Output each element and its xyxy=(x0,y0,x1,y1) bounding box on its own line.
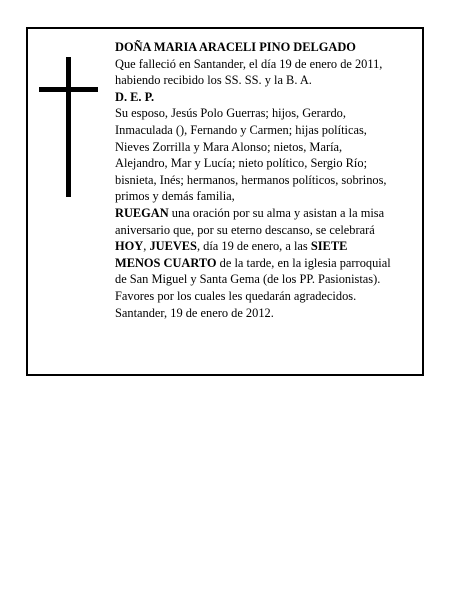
family-line-4: Alejandro, Mar y Lucía; nieto político, Sergio Río; xyxy=(115,156,368,171)
church-line: de San Miguel y Santa Gema (de los PP. Pasionistas). xyxy=(115,272,381,287)
mass-location-text: de la tarde, en la iglesia parroquial xyxy=(216,255,391,270)
family-line-3: Nieves Zorrilla y Mara Alonso; nietos, María, xyxy=(115,139,343,154)
deceased-name: DOÑA MARIA ARACELI PINO DELGADO xyxy=(115,40,356,54)
jueves-text: JUEVES xyxy=(149,239,197,254)
ruegan-text: RUEGAN xyxy=(115,205,169,220)
cross-icon-vertical-bar xyxy=(66,57,71,197)
obituary-text xyxy=(115,39,421,321)
mass-time-line-1 xyxy=(115,238,421,255)
dep-line: D. E. P. xyxy=(115,89,155,104)
request-line-1 xyxy=(115,205,421,222)
family-line-6: primos y demás familia, xyxy=(115,189,235,204)
sacraments-line: habiendo recibido los SS. SS. y la B. A. xyxy=(115,73,312,88)
hoy-text: HOY xyxy=(115,239,144,254)
request-line-1-rest: una oración por su alma y asistan a la misa xyxy=(168,205,385,220)
obituary-notice-box xyxy=(26,27,424,376)
thanks-line: Favores por los cuales les quedarán agradecidos. xyxy=(115,288,357,303)
mass-time-line-2 xyxy=(115,255,421,272)
mass-date-text: , día 19 de enero, a las xyxy=(196,239,311,254)
cross-icon-horizontal-bar xyxy=(39,87,98,92)
place-date-line: Santander, 19 de enero de 2012. xyxy=(115,305,274,320)
family-line-5: bisnieta, Inés; hermanos, hermanos políticos, sobrinos, xyxy=(115,172,387,187)
family-line-2: Inmaculada (), Fernando y Carmen; hijas políticas, xyxy=(115,122,367,137)
comma: , xyxy=(143,239,150,254)
death-date-line: Que falleció en Santander, el día 19 de enero de 2011, xyxy=(115,56,383,71)
menos-cuarto-text: MENOS CUARTO xyxy=(115,255,217,270)
siete-text: SIETE xyxy=(310,239,348,254)
request-line-2: aniversario que, por su eterno descanso, se celebrará xyxy=(115,222,375,237)
family-line-1: Su esposo, Jesús Polo Guerras; hijos, Gerardo, xyxy=(115,106,346,121)
